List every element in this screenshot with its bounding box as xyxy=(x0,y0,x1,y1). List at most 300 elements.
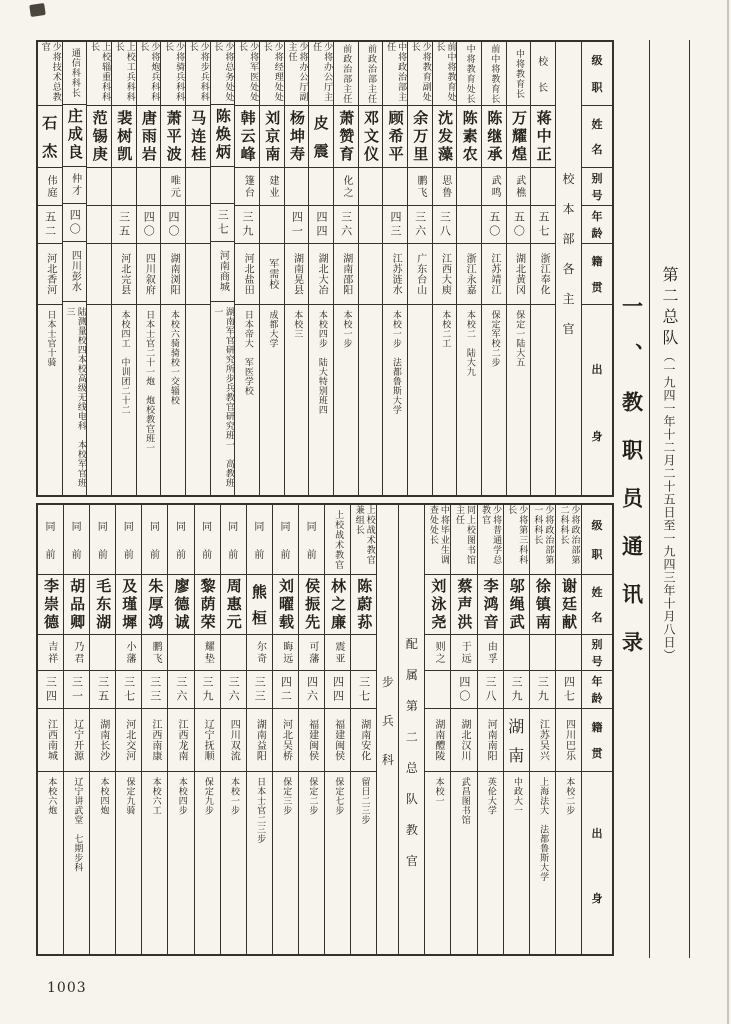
background-cell xyxy=(87,305,111,495)
row-header-bg xyxy=(582,305,612,495)
origin-cell xyxy=(211,242,235,302)
name-cell-text: 石 杰 xyxy=(42,114,58,160)
person-column xyxy=(530,42,555,495)
background-cell xyxy=(195,772,220,954)
alias-cell-text: 耀垫 xyxy=(202,640,214,665)
volume-title-column xyxy=(650,40,690,958)
age-cell xyxy=(383,206,407,244)
background-cell xyxy=(451,772,476,954)
origin-cell-text: 湖南安化 xyxy=(358,719,370,761)
row-header-rank xyxy=(582,42,612,106)
alias-cell-text: 鹏飞 xyxy=(150,640,162,665)
rank-cell-text: 同 前 xyxy=(176,522,187,561)
person-column xyxy=(62,42,87,495)
background-cell xyxy=(247,772,272,954)
origin-cell xyxy=(351,709,376,772)
age-cell xyxy=(334,206,358,244)
name-cell-text: 刘曜载 xyxy=(276,577,295,632)
name-cell xyxy=(530,575,555,635)
background-cell-text: 英伦大学 xyxy=(485,777,496,815)
name-cell-text: 徐镇南 xyxy=(533,577,552,632)
alias-cell xyxy=(325,635,350,671)
name-cell-text: 韩云峰 xyxy=(238,109,257,164)
rank-cell xyxy=(478,505,503,575)
origin-cell xyxy=(90,709,115,772)
rank-cell xyxy=(507,42,531,106)
rank-cell-text: 前政治部主任 xyxy=(365,43,376,104)
rank-cell-text: 同 前 xyxy=(280,522,291,561)
person-column xyxy=(529,505,555,954)
origin-cell xyxy=(299,709,324,772)
alias-cell xyxy=(351,635,376,671)
name-cell xyxy=(425,575,450,635)
name-cell xyxy=(273,575,298,635)
origin-cell xyxy=(334,244,358,305)
row-header-name-text: 姓 名 xyxy=(591,117,603,157)
background-cell xyxy=(90,772,115,954)
name-cell-text: 邓文仪 xyxy=(361,109,380,164)
origin-cell-text: 四川巴乐 xyxy=(563,719,575,761)
name-cell xyxy=(186,106,210,168)
age-cell-text: 五〇 xyxy=(512,210,526,239)
rank-cell-text: 同 前 xyxy=(123,522,134,561)
age-cell xyxy=(451,671,476,709)
rank-cell-text: 少将普通学总教官 xyxy=(480,505,502,565)
alias-cell xyxy=(211,167,235,205)
origin-cell-text: 广东台山 xyxy=(414,253,426,295)
origin-cell xyxy=(451,709,476,772)
alias-cell xyxy=(161,168,185,206)
person-column xyxy=(324,505,350,954)
row-header-age-text: 年 龄 xyxy=(591,674,603,706)
age-cell-text: 三五 xyxy=(117,210,131,239)
origin-cell-text: 浙江奉化 xyxy=(538,253,550,295)
background-cell-text: 本校四步 陆大特别班四 xyxy=(316,310,327,415)
origin-cell xyxy=(531,244,555,305)
name-cell xyxy=(195,575,220,635)
rank-cell-text: 少将办公厅副主任 xyxy=(286,42,308,102)
origin-cell xyxy=(63,242,87,302)
row-header-bg-text: 出 身 xyxy=(591,827,603,905)
age-cell xyxy=(408,206,432,244)
origin-cell-text: 湖北大冶 xyxy=(316,253,328,295)
name-cell-text: 沈发藻 xyxy=(435,109,454,164)
name-cell xyxy=(451,575,476,635)
rank-cell-text: 同上校图书馆主任 xyxy=(454,505,475,565)
rank-cell-text: 同 前 xyxy=(45,522,56,561)
rank-cell xyxy=(451,505,476,575)
age-cell xyxy=(168,671,193,709)
name-cell-text: 余万里 xyxy=(411,109,430,164)
background-cell-text: 本校一步 xyxy=(341,310,352,348)
rank-cell xyxy=(433,42,457,106)
origin-cell-text: 湖北汉川 xyxy=(459,719,470,761)
person-column xyxy=(503,505,529,954)
age-cell xyxy=(285,206,309,244)
person-column xyxy=(185,42,210,495)
age-cell-text: 三六 xyxy=(339,210,353,239)
name-cell xyxy=(359,106,383,168)
origin-cell-text: 河北吴桥 xyxy=(280,719,292,761)
age-cell xyxy=(425,671,450,709)
origin-cell-text: 江西大庾 xyxy=(439,253,451,295)
age-cell-text: 三七 xyxy=(122,675,136,704)
alias-cell-text: 可藩 xyxy=(306,640,318,665)
origin-cell xyxy=(507,244,531,305)
name-cell-text: 刘京南 xyxy=(263,109,282,164)
background-cell xyxy=(63,302,87,495)
origin-cell xyxy=(137,244,161,305)
alias-cell xyxy=(64,635,89,671)
alias-cell xyxy=(247,635,272,671)
person-column xyxy=(506,42,531,495)
origin-cell-text: 湖南浏阳 xyxy=(168,253,180,295)
background-cell xyxy=(64,772,89,954)
age-cell xyxy=(556,671,581,709)
group-attached-instructors xyxy=(398,505,424,954)
section-title-column xyxy=(614,40,650,958)
rank-cell xyxy=(530,505,555,575)
rank-cell xyxy=(425,505,450,575)
row-header-rank xyxy=(582,505,612,575)
age-cell xyxy=(195,671,220,709)
row-header-name-text: 姓 名 xyxy=(591,586,603,624)
page-edge-shadow xyxy=(727,0,729,1024)
origin-cell xyxy=(383,244,407,305)
person-column xyxy=(111,42,136,495)
rank-cell-text: 上校辎重科科长 xyxy=(89,42,111,102)
alias-cell xyxy=(38,635,63,671)
row-header-alias xyxy=(582,168,612,206)
row-header-origin-text: 籍 贯 xyxy=(591,721,603,760)
age-cell xyxy=(325,671,350,709)
rank-cell-text: 少将步兵科科长 xyxy=(187,42,209,102)
person-column xyxy=(272,505,298,954)
name-cell xyxy=(247,575,272,635)
table-section-top xyxy=(36,40,614,497)
background-cell xyxy=(221,772,246,954)
background-cell-text: 本校四工 中训团二十二 xyxy=(119,310,130,415)
name-cell-text: 顾希平 xyxy=(386,109,405,164)
origin-cell-text: 四川彭水 xyxy=(69,250,81,293)
name-cell-text: 蒋中正 xyxy=(534,109,553,164)
person-column xyxy=(63,505,89,954)
rank-cell xyxy=(482,42,506,106)
person-column xyxy=(38,505,63,954)
alias-cell xyxy=(478,635,503,671)
name-cell-text: 刘泳尧 xyxy=(429,577,448,632)
origin-cell-text: 福建闽侯 xyxy=(332,719,344,761)
origin-cell-text: 浙江永嘉 xyxy=(464,253,476,295)
origin-cell xyxy=(530,709,555,772)
age-cell-text: 三七 xyxy=(357,675,371,704)
origin-cell-text: 福建闽侯 xyxy=(306,719,318,761)
origin-cell-text: 辽宁抚顺 xyxy=(202,719,214,761)
age-cell xyxy=(112,206,136,244)
name-cell xyxy=(309,106,333,168)
background-cell-text: 武昌图书馆 xyxy=(459,777,470,825)
background-cell xyxy=(556,772,581,954)
background-cell-text: 本校一步 法都鲁斯大学 xyxy=(390,310,401,415)
background-cell xyxy=(273,772,298,954)
alias-cell-text: 吉祥 xyxy=(45,640,57,665)
person-column xyxy=(259,42,284,495)
alias-cell xyxy=(90,635,115,671)
background-cell xyxy=(433,305,457,495)
background-cell xyxy=(383,305,407,495)
name-cell-text: 毛东湖 xyxy=(94,577,113,632)
age-cell-text: 四一 xyxy=(290,210,304,239)
background-cell-text: 成都大学 xyxy=(267,310,278,348)
alias-cell xyxy=(285,168,309,206)
rank-cell xyxy=(531,42,555,106)
age-cell-text: 四二 xyxy=(279,675,293,704)
alias-cell xyxy=(433,168,457,206)
background-cell-text: 保定二步 xyxy=(307,777,318,815)
rank-cell-text: 前政治部主任 xyxy=(341,43,352,104)
name-cell xyxy=(112,106,136,168)
background-cell xyxy=(351,772,376,954)
rank-cell-text: 中将教育长 xyxy=(513,48,524,99)
age-cell xyxy=(299,671,324,709)
rank-cell xyxy=(90,505,115,575)
origin-cell-text: 四川叙府 xyxy=(143,253,155,295)
origin-cell-text: 河北盐田 xyxy=(242,253,254,295)
name-cell xyxy=(457,106,481,168)
age-cell-text: 四〇 xyxy=(166,210,180,239)
origin-cell-text: 江西南城 xyxy=(45,719,57,761)
rank-cell-text: 少将办公厅主任 xyxy=(311,42,333,102)
age-cell-text: 三七 xyxy=(216,208,230,237)
name-cell xyxy=(137,106,161,168)
scan-artifact xyxy=(29,3,46,17)
age-cell xyxy=(433,206,457,244)
person-column xyxy=(481,42,506,495)
name-cell xyxy=(334,106,358,168)
rank-cell xyxy=(299,505,324,575)
name-cell-text: 萧平波 xyxy=(164,109,183,164)
origin-cell-text: 河北香河 xyxy=(44,253,56,295)
origin-cell-text: 河北完县 xyxy=(118,253,130,295)
background-cell xyxy=(112,305,136,495)
background-cell xyxy=(116,772,141,954)
background-cell xyxy=(235,305,259,495)
name-cell-text: 陈素农 xyxy=(460,109,479,164)
name-cell-text: 萧赞育 xyxy=(337,109,356,164)
alias-cell-text: 乃君 xyxy=(71,640,83,665)
rank-cell xyxy=(325,505,350,575)
row-header-name xyxy=(582,575,612,635)
person-column xyxy=(194,505,220,954)
name-cell-text: 谢廷献 xyxy=(559,577,578,632)
rank-cell-text: 中将教育处长 xyxy=(464,43,475,104)
origin-cell xyxy=(235,244,259,305)
age-cell-text: 三八 xyxy=(438,210,452,239)
rank-cell xyxy=(351,505,376,575)
age-cell xyxy=(260,206,284,244)
rank-cell xyxy=(186,42,210,106)
age-cell-text: 四〇 xyxy=(68,208,82,237)
alias-cell xyxy=(186,168,210,206)
age-cell xyxy=(137,206,161,244)
rank-cell-text: 中将政治部主任 xyxy=(385,42,407,102)
alias-cell-text: 则之 xyxy=(433,640,445,665)
origin-cell xyxy=(221,709,246,772)
age-cell-text: 三六 xyxy=(174,675,188,704)
name-cell-text: 裴树凯 xyxy=(115,109,134,164)
origin-cell-text: 江苏吴兴 xyxy=(537,719,549,761)
background-cell xyxy=(211,302,235,495)
origin-cell-text: 湖南晃县 xyxy=(291,253,303,295)
name-cell-text: 邬绳武 xyxy=(507,577,526,632)
person-column xyxy=(89,505,115,954)
alias-cell-text: 化之 xyxy=(341,174,353,199)
background-cell-text: 本校一步 xyxy=(228,777,239,815)
background-cell-text: 保定三步 xyxy=(281,777,292,815)
row-header-name xyxy=(582,106,612,168)
age-cell xyxy=(87,206,111,244)
name-cell xyxy=(433,106,457,168)
volume-title: 第二总队 xyxy=(660,266,679,350)
rank-cell xyxy=(359,42,383,106)
age-cell-text: 四四 xyxy=(331,675,345,704)
background-cell-text: 本校二步 xyxy=(564,777,575,815)
person-column xyxy=(136,42,161,495)
alias-cell xyxy=(359,168,383,206)
rank-cell-text: 通信科科长 xyxy=(69,48,80,99)
age-cell-text: 三六 xyxy=(227,675,241,704)
background-cell-text: 本校六工 xyxy=(150,777,161,815)
alias-cell xyxy=(507,168,531,206)
name-cell xyxy=(235,106,259,168)
name-cell-text: 廖德诚 xyxy=(172,577,191,632)
name-cell-text: 胡品卿 xyxy=(68,577,87,632)
rank-cell xyxy=(221,505,246,575)
age-cell-text: 五〇 xyxy=(487,210,501,239)
alias-cell xyxy=(531,168,555,206)
origin-cell xyxy=(186,244,210,305)
background-cell-text: 保定九步 xyxy=(202,777,213,815)
person-column xyxy=(407,42,432,495)
alias-cell-text: 震亚 xyxy=(332,640,344,665)
age-cell-text: 三九 xyxy=(201,675,214,704)
rank-cell xyxy=(556,505,581,575)
rank-cell xyxy=(137,42,161,106)
rank-cell-text: 少将政治部第一科科长 xyxy=(532,505,554,565)
volume-date-range: （一九四一年十二月二十五日至一九四三年十月八日） xyxy=(662,350,676,662)
name-cell xyxy=(260,106,284,168)
name-cell-text: 庄成良 xyxy=(65,108,84,163)
row-header-origin xyxy=(582,244,612,305)
background-cell-text: 本校六骑骑校一交辎校 xyxy=(168,310,179,405)
name-cell-text: 范锡庚 xyxy=(90,109,109,164)
background-cell-text: 日本士官二三步 xyxy=(255,777,266,844)
alias-cell xyxy=(116,635,141,671)
name-cell-text: 李鸿音 xyxy=(481,577,500,632)
background-cell-text: 上海法大 法都鲁斯大学 xyxy=(538,777,549,882)
origin-cell-text: 四川双流 xyxy=(228,719,240,761)
alias-cell xyxy=(408,168,432,206)
origin-cell xyxy=(433,244,457,305)
group-infantry-section-label: 步 兵 科 xyxy=(381,675,394,767)
age-cell-text: 五七 xyxy=(537,210,551,239)
name-cell xyxy=(325,575,350,635)
alias-cell-text: 建业 xyxy=(267,174,279,199)
alias-cell xyxy=(334,168,358,206)
rank-cell-text: 同 前 xyxy=(228,522,239,561)
rank-cell xyxy=(211,42,235,105)
alias-cell xyxy=(504,635,529,671)
origin-cell xyxy=(38,244,62,305)
person-column xyxy=(246,505,272,954)
background-cell-text: 保定九骑 xyxy=(124,777,135,815)
origin-cell xyxy=(482,244,506,305)
person-column xyxy=(424,505,450,954)
name-cell-text: 陈焕炳 xyxy=(213,108,232,163)
row-header-origin xyxy=(582,709,612,772)
origin-cell xyxy=(273,709,298,772)
background-cell-text: 本校二工 xyxy=(440,310,451,348)
person-column xyxy=(160,42,185,495)
background-cell xyxy=(137,305,161,495)
age-cell xyxy=(530,671,555,709)
alias-cell xyxy=(137,168,161,206)
rank-cell xyxy=(64,505,89,575)
name-cell xyxy=(478,575,503,635)
background-cell-text: 本校二 陆大九 xyxy=(464,310,475,377)
person-column xyxy=(38,42,62,495)
origin-cell-text: 江西龙南 xyxy=(176,719,188,761)
alias-cell-text: 唯元 xyxy=(168,174,180,199)
age-cell xyxy=(64,671,89,709)
alias-cell xyxy=(112,168,136,206)
name-cell-text: 及瑾墀 xyxy=(120,577,139,632)
rank-cell-text: 上校工兵科科长 xyxy=(113,42,135,102)
directory-table xyxy=(36,40,614,956)
age-cell-text: 三四 xyxy=(44,675,58,704)
name-cell-text: 马连桂 xyxy=(189,109,208,164)
person-column xyxy=(350,505,376,954)
background-cell xyxy=(359,305,383,495)
rank-cell-text: 上校战术教官 xyxy=(333,509,344,570)
name-cell xyxy=(161,106,185,168)
rank-cell xyxy=(87,42,111,106)
person-column xyxy=(284,42,309,495)
alias-cell-text: 鹏飞 xyxy=(415,174,427,199)
age-cell-text: 三九 xyxy=(240,210,254,239)
origin-cell xyxy=(142,709,167,772)
origin-cell-text: 湖南醴陵 xyxy=(432,719,444,761)
background-cell xyxy=(38,772,63,954)
name-cell-text: 陈继承 xyxy=(485,109,504,164)
name-cell xyxy=(38,575,63,635)
age-cell xyxy=(161,206,185,244)
origin-cell xyxy=(325,709,350,772)
rank-cell xyxy=(38,42,62,106)
group-infantry-section xyxy=(376,505,398,954)
person-column xyxy=(86,42,111,495)
background-cell xyxy=(299,772,324,954)
alias-cell-text: 伟庭 xyxy=(44,174,56,199)
rank-cell xyxy=(63,42,87,105)
rank-cell-text: 少将经理处处长 xyxy=(261,42,283,102)
name-cell-text: 熊 桓 xyxy=(251,582,267,628)
origin-cell-text: 湖南邵阳 xyxy=(340,253,352,295)
rank-cell xyxy=(161,42,185,106)
age-cell xyxy=(351,671,376,709)
age-cell xyxy=(457,206,481,244)
background-cell-text: 本校六炮 xyxy=(46,777,57,815)
